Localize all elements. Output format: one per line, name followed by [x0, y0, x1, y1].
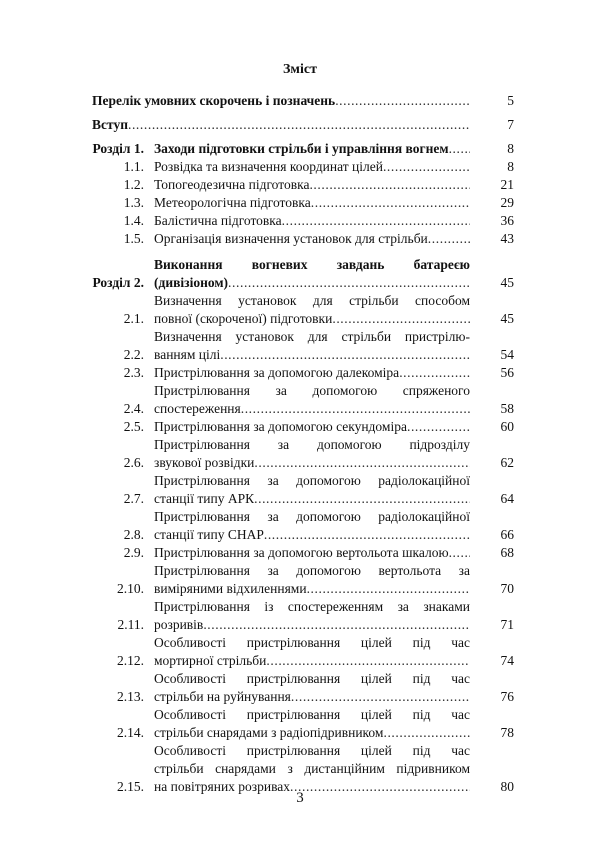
- toc-entry[interactable]: [82, 92, 514, 110]
- dot-leader: [407, 418, 470, 436]
- dot-leader: [449, 140, 470, 158]
- toc-entry-page: 68: [500, 545, 514, 560]
- toc-entry-page: 36: [500, 213, 514, 228]
- toc-entry-number: 2.9.: [123, 545, 144, 560]
- toc-entry[interactable]: [82, 418, 514, 436]
- toc-entry-text: Пристрілювання за допомогою далекоміра: [154, 365, 400, 380]
- toc-entry-number: 1.1.: [123, 159, 144, 174]
- toc-entry-text: Пристрілювання за допомогою спряженого: [154, 383, 470, 398]
- toc-entry-text: виміряними відхиленнями: [154, 581, 307, 596]
- toc-entry[interactable]: [82, 176, 514, 194]
- toc-entry-text: Заходи підготовки стрільби і управління вогнем: [154, 141, 449, 156]
- toc-entry[interactable]: [82, 472, 514, 508]
- dot-leader: [203, 616, 470, 634]
- dot-leader: [383, 724, 470, 742]
- toc-entry-number: 2.7.: [123, 491, 144, 506]
- toc-entry-text: Пристрілювання за допомогою підрозділу: [154, 437, 470, 452]
- dot-leader: [220, 346, 470, 364]
- dot-leader: [449, 544, 470, 562]
- toc-entry[interactable]: [82, 508, 514, 544]
- toc-entry-page: 45: [500, 275, 514, 290]
- toc-entry-text: Пристрілювання за допомогою секундоміра: [154, 419, 407, 434]
- toc-entry-text: Розвідка та визначення координат цілей: [154, 159, 383, 174]
- toc-entry-number: 2.11.: [117, 617, 144, 632]
- toc-entry[interactable]: [82, 158, 514, 176]
- table-of-contents: [82, 92, 514, 796]
- dot-leader: [332, 310, 470, 328]
- toc-entry-page: 8: [507, 159, 514, 174]
- toc-entry-text: Організація визначення установок для стрільби: [154, 231, 428, 246]
- toc-entry-text: спостереження: [154, 401, 241, 416]
- dot-leader: [128, 116, 470, 134]
- toc-entry-page: 74: [500, 653, 514, 668]
- dot-leader: [383, 158, 470, 176]
- toc-entry-number: 2.10.: [117, 581, 144, 596]
- dot-leader: [291, 688, 470, 706]
- toc-entry[interactable]: [82, 194, 514, 212]
- toc-entry-text: Виконання вогневих завдань батареєю: [154, 257, 470, 272]
- toc-entry-text: Метеорологічна підготовка: [154, 195, 311, 210]
- toc-entry-page: 62: [500, 455, 514, 470]
- toc-entry-text: Топогеодезична підготовка: [154, 177, 310, 192]
- toc-entry-number: 2.2.: [123, 347, 144, 362]
- toc-entry-text: Визначення установок для стрільби пристрілю-: [154, 329, 470, 344]
- toc-entry-page: 45: [500, 311, 514, 326]
- toc-entry-page: 76: [500, 689, 514, 704]
- toc-entry-text: Визначення установок для стрільби способом: [154, 293, 470, 308]
- dot-leader: [254, 454, 470, 472]
- toc-entry-text: Пристрілювання за допомогою вертольота шкалою: [154, 545, 449, 560]
- toc-entry-text: Пристрілювання із спостереженням за знаками: [154, 599, 470, 614]
- toc-entry-number: Розділ 2.: [92, 275, 144, 290]
- toc-title: Зміст: [283, 62, 317, 77]
- toc-entry[interactable]: [82, 562, 514, 598]
- dot-leader: [228, 274, 470, 292]
- toc-entry-text: ванням цілі: [154, 347, 221, 362]
- toc-entry-page: 7: [507, 117, 514, 132]
- page-number: 3: [296, 790, 304, 806]
- dot-leader: [264, 526, 470, 544]
- toc-entry-number: 2.8.: [123, 527, 144, 542]
- toc-entry-text: на повітряних розривах: [154, 779, 291, 794]
- toc-entry[interactable]: [82, 634, 514, 670]
- toc-entry-text: станції типу АРК: [154, 491, 255, 506]
- toc-entry[interactable]: [82, 598, 514, 634]
- toc-entry-number: 2.6.: [123, 455, 144, 470]
- toc-entry[interactable]: [82, 292, 514, 328]
- toc-entry-page: 29: [500, 195, 514, 210]
- toc-entry[interactable]: [82, 382, 514, 418]
- toc-entry-text: Пристрілювання за допомогою радіолокаційної: [154, 473, 470, 488]
- toc-entry[interactable]: [82, 364, 514, 382]
- toc-entry-page: 58: [500, 401, 514, 416]
- toc-entry-page: 56: [500, 365, 514, 380]
- toc-entry-number: 2.4.: [123, 401, 144, 416]
- dot-leader: [282, 212, 470, 230]
- dot-leader: [307, 580, 470, 598]
- toc-entry-number: 1.5.: [123, 231, 144, 246]
- toc-entry[interactable]: [82, 706, 514, 742]
- toc-entry[interactable]: [82, 116, 514, 134]
- dot-leader: [254, 490, 470, 508]
- toc-entry-page: 64: [500, 491, 514, 506]
- toc-entry[interactable]: [82, 670, 514, 706]
- toc-entry-text: повної (скороченої) підготовки: [154, 311, 333, 326]
- toc-entry-number: 1.4.: [123, 213, 144, 228]
- toc-entry-page: 60: [500, 419, 514, 434]
- dot-leader: [309, 176, 470, 194]
- toc-entry-number: 1.3.: [123, 195, 144, 210]
- toc-entry-text: Особливості пристрілювання цілей під час: [154, 671, 470, 686]
- dot-leader: [399, 364, 470, 382]
- toc-entry-text: Особливості пристрілювання цілей під час: [154, 707, 470, 722]
- toc-entry-page: 80: [500, 779, 514, 794]
- toc-entry-text: Особливості пристрілювання цілей під час: [154, 635, 470, 650]
- toc-entry[interactable]: [82, 256, 514, 292]
- toc-entry[interactable]: [82, 140, 514, 158]
- toc-entry-number: Розділ 1.: [92, 141, 144, 156]
- toc-entry-text: стрільби снарядами з дистанційним підривником: [154, 761, 470, 776]
- toc-entry[interactable]: [82, 328, 514, 364]
- toc-entry-number: 2.12.: [117, 653, 144, 668]
- toc-entry[interactable]: [82, 742, 514, 796]
- toc-entry-page: 54: [500, 347, 514, 362]
- toc-entry[interactable]: [82, 212, 514, 230]
- toc-entry-number: 1.2.: [123, 177, 144, 192]
- dot-leader: [241, 400, 470, 418]
- toc-entry-page: 71: [500, 617, 514, 632]
- toc-entry-page: 66: [500, 527, 514, 542]
- toc-entry[interactable]: [82, 544, 514, 562]
- toc-entry-text: стрільби снарядами з радіопідривником: [154, 725, 384, 740]
- dot-leader: [428, 230, 470, 248]
- dot-leader: [335, 92, 470, 110]
- toc-entry-text: станції типу СНАР: [154, 527, 264, 542]
- toc-entry-number: 2.3.: [123, 365, 144, 380]
- toc-entry-number: 2.14.: [117, 725, 144, 740]
- toc-entry-page: 78: [500, 725, 514, 740]
- dot-leader: [266, 652, 470, 670]
- toc-entry-text: Пристрілювання за допомогою радіолокаційної: [154, 509, 470, 524]
- toc-entry-page: 21: [500, 177, 514, 192]
- toc-entry-number: 2.5.: [123, 419, 144, 434]
- toc-entry-page: 8: [507, 141, 514, 156]
- toc-entry-text: звукової розвідки: [154, 455, 255, 470]
- toc-entry[interactable]: [82, 436, 514, 472]
- toc-entry-number: 2.15.: [117, 779, 144, 794]
- toc-entry-text: стрільби на руйнування: [154, 689, 291, 704]
- toc-entry-text: мортирної стрільби: [154, 653, 267, 668]
- toc-entry-text: Балістична підготовка: [154, 213, 282, 228]
- dot-leader: [311, 194, 470, 212]
- toc-entry-text: Особливості пристрілювання цілей під час: [154, 743, 470, 758]
- toc-entry-page: 43: [500, 231, 514, 246]
- toc-entry[interactable]: [82, 230, 514, 248]
- toc-entry-text: Перелік умовних скорочень і позначень: [92, 93, 336, 108]
- toc-entry-number: 2.1.: [123, 311, 144, 326]
- toc-entry-text: (дивізіоном): [154, 275, 229, 290]
- toc-entry-page: 70: [500, 581, 514, 596]
- toc-entry-text: Вступ: [92, 117, 128, 132]
- toc-entry-text: розривів: [154, 617, 204, 632]
- toc-entry-number: 2.13.: [117, 689, 144, 704]
- toc-entry-page: 5: [507, 93, 514, 108]
- toc-entry-text: Пристрілювання за допомогою вертольота за: [154, 563, 470, 578]
